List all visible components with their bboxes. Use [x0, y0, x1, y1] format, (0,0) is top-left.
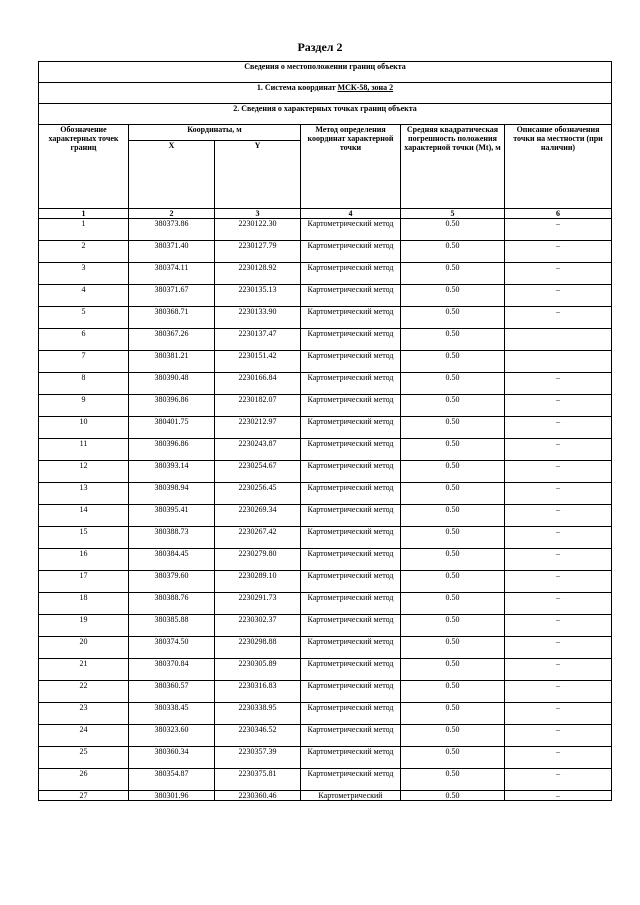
cell-method: Картометрический метод — [301, 417, 401, 439]
table-row — [39, 351, 612, 373]
column-number: 2 — [129, 209, 215, 219]
cell-error: 0.50 — [401, 725, 505, 747]
cell-error: 0.50 — [401, 285, 505, 307]
cell-x: 380371.67 — [129, 285, 215, 307]
cell-method: Картометрический метод — [301, 505, 401, 527]
cell-error: 0.50 — [401, 659, 505, 681]
cell-error: 0.50 — [401, 571, 505, 593]
cell-point-number: 10 — [39, 417, 129, 439]
cell-y: 2230254.67 — [215, 461, 301, 483]
cell-point-number: 20 — [39, 637, 129, 659]
cell-y: 2230122.30 — [215, 219, 301, 241]
column-number-row — [39, 209, 612, 219]
column-number: 4 — [301, 209, 401, 219]
cell-point-number: 2 — [39, 241, 129, 263]
section-title: Раздел 2 — [297, 40, 343, 54]
boundary-points-table — [38, 61, 612, 801]
table-row — [39, 725, 612, 747]
cell-method: Картометрический метод — [301, 615, 401, 637]
cell-x: 380393.14 — [129, 461, 215, 483]
cell-error: 0.50 — [401, 505, 505, 527]
cell-y: 2230267.42 — [215, 527, 301, 549]
cell-error: 0.50 — [401, 769, 505, 791]
table-row — [39, 329, 612, 351]
cell-error: 0.50 — [401, 747, 505, 769]
table-row — [39, 219, 612, 241]
cell-x: 380388.76 — [129, 593, 215, 615]
cell-point-number: 25 — [39, 747, 129, 769]
cell-x: 380396.86 — [129, 439, 215, 461]
cell-x: 380354.87 — [129, 769, 215, 791]
cell-x: 380396.86 — [129, 395, 215, 417]
cell-x: 380398.94 — [129, 483, 215, 505]
coordinate-system-row — [39, 83, 612, 104]
cell-error: 0.50 — [401, 307, 505, 329]
cell-y: 2230357.39 — [215, 747, 301, 769]
cell-method: Картометрический метод — [301, 769, 401, 791]
cell-x: 380379.60 — [129, 571, 215, 593]
table-row — [39, 791, 612, 801]
cell-point-number: 1 — [39, 219, 129, 241]
cell-y: 2230338.95 — [215, 703, 301, 725]
table-row — [39, 263, 612, 285]
cell-description: – — [505, 483, 612, 505]
cell-y: 2230182.07 — [215, 395, 301, 417]
column-number: 3 — [215, 209, 301, 219]
table-row — [39, 373, 612, 395]
cell-point-number: 7 — [39, 351, 129, 373]
cell-point-number: 16 — [39, 549, 129, 571]
cell-method: Картометрический метод — [301, 747, 401, 769]
cell-description: – — [505, 527, 612, 549]
header-coordinates: Координаты, м — [129, 125, 301, 141]
cell-description: – — [505, 681, 612, 703]
cell-error: 0.50 — [401, 791, 505, 801]
cell-x: 380381.21 — [129, 351, 215, 373]
table-row — [39, 571, 612, 593]
cell-method: Картометрический метод — [301, 329, 401, 351]
cell-y: 2230137.47 — [215, 329, 301, 351]
table-row — [39, 505, 612, 527]
table-row — [39, 549, 612, 571]
table-row — [39, 285, 612, 307]
cell-x: 380301.96 — [129, 791, 215, 801]
cell-error: 0.50 — [401, 527, 505, 549]
cell-point-number: 15 — [39, 527, 129, 549]
cell-error: 0.50 — [401, 461, 505, 483]
cell-method: Картометрический метод — [301, 461, 401, 483]
cell-y: 2230289.10 — [215, 571, 301, 593]
cell-method: Картометрический метод — [301, 681, 401, 703]
cell-y: 2230128.92 — [215, 263, 301, 285]
cell-description: – — [505, 395, 612, 417]
cell-description — [505, 329, 612, 351]
cell-method: Картометрический метод — [301, 527, 401, 549]
cell-description: – — [505, 593, 612, 615]
cell-point-number: 9 — [39, 395, 129, 417]
cell-description: – — [505, 703, 612, 725]
cell-description: – — [505, 725, 612, 747]
coordinate-system — [39, 83, 612, 104]
coordinate-system-name: МСК-58, зона 2 — [337, 83, 394, 92]
cell-description: – — [505, 505, 612, 527]
cell-point-number: 14 — [39, 505, 129, 527]
cell-x: 380374.11 — [129, 263, 215, 285]
cell-description — [505, 351, 612, 373]
cell-y: 2230151.42 — [215, 351, 301, 373]
cell-method: Картометрический метод — [301, 593, 401, 615]
cell-y: 2230305.89 — [215, 659, 301, 681]
table-row — [39, 593, 612, 615]
cell-x: 380395.41 — [129, 505, 215, 527]
table-row — [39, 417, 612, 439]
cell-x: 380373.86 — [129, 219, 215, 241]
cell-description: – — [505, 263, 612, 285]
table-row — [39, 395, 612, 417]
cell-x: 380371.40 — [129, 241, 215, 263]
table-row — [39, 241, 612, 263]
cell-description: – — [505, 307, 612, 329]
cell-x: 380401.75 — [129, 417, 215, 439]
cell-point-number: 26 — [39, 769, 129, 791]
table-row — [39, 681, 612, 703]
cell-description: – — [505, 615, 612, 637]
cell-x: 380360.57 — [129, 681, 215, 703]
cell-point-number: 13 — [39, 483, 129, 505]
table-row — [39, 747, 612, 769]
cell-error: 0.50 — [401, 219, 505, 241]
table-row — [39, 659, 612, 681]
section2-title-row — [39, 104, 612, 125]
cell-point-number: 27 — [39, 791, 129, 801]
cell-y: 2230316.83 — [215, 681, 301, 703]
cell-description: – — [505, 571, 612, 593]
cell-y: 2230291.73 — [215, 593, 301, 615]
cell-description: – — [505, 219, 612, 241]
table-row — [39, 703, 612, 725]
cell-description: – — [505, 461, 612, 483]
cell-description: – — [505, 241, 612, 263]
cell-error: 0.50 — [401, 439, 505, 461]
cell-error: 0.50 — [401, 263, 505, 285]
cell-point-number: 23 — [39, 703, 129, 725]
header-row-1 — [39, 125, 612, 141]
cell-description: – — [505, 637, 612, 659]
table-row — [39, 637, 612, 659]
cell-point-number: 4 — [39, 285, 129, 307]
cell-point-number: 18 — [39, 593, 129, 615]
cell-x: 380385.88 — [129, 615, 215, 637]
cell-method: Картометрический метод — [301, 285, 401, 307]
cell-error: 0.50 — [401, 549, 505, 571]
cell-x: 380390.48 — [129, 373, 215, 395]
header-method: Метод определения координат характерной точки — [301, 125, 401, 209]
header-description: Описание обозначения точки на местности (при наличии) — [505, 125, 612, 209]
cell-error: 0.50 — [401, 417, 505, 439]
cell-method: Картометрический метод — [301, 725, 401, 747]
cell-x: 380374.50 — [129, 637, 215, 659]
cell-method: Картометрический метод — [301, 307, 401, 329]
header-y: Y — [215, 141, 301, 209]
table-row — [39, 527, 612, 549]
cell-error: 0.50 — [401, 593, 505, 615]
cell-description: – — [505, 285, 612, 307]
section2-title: 2. Сведения о характерных точках границ объекта — [39, 104, 612, 125]
cell-method: Картометрический метод — [301, 571, 401, 593]
cell-description: – — [505, 439, 612, 461]
column-number: 1 — [39, 209, 129, 219]
column-number: 5 — [401, 209, 505, 219]
column-number: 6 — [505, 209, 612, 219]
cell-point-number: 6 — [39, 329, 129, 351]
header-designation: Обозначение характерных точек границ — [39, 125, 129, 209]
cell-description: – — [505, 747, 612, 769]
cell-point-number: 3 — [39, 263, 129, 285]
cell-method: Картометрический метод — [301, 219, 401, 241]
cell-point-number: 19 — [39, 615, 129, 637]
coordinate-system-label: 1. Система координат — [256, 83, 338, 92]
cell-y: 2230279.80 — [215, 549, 301, 571]
cell-x: 380370.84 — [129, 659, 215, 681]
cell-x: 380323.60 — [129, 725, 215, 747]
cell-error: 0.50 — [401, 703, 505, 725]
cell-error: 0.50 — [401, 681, 505, 703]
table-row — [39, 439, 612, 461]
cell-description: – — [505, 659, 612, 681]
cell-method: Картометрический метод — [301, 351, 401, 373]
cell-error: 0.50 — [401, 351, 505, 373]
cell-x: 380360.34 — [129, 747, 215, 769]
cell-y: 2230243.87 — [215, 439, 301, 461]
cell-x: 380338.45 — [129, 703, 215, 725]
cell-error: 0.50 — [401, 395, 505, 417]
cell-error: 0.50 — [401, 483, 505, 505]
cell-error: 0.50 — [401, 637, 505, 659]
cell-method: Картометрический метод — [301, 373, 401, 395]
cell-method: Картометрический метод — [301, 241, 401, 263]
cell-point-number: 22 — [39, 681, 129, 703]
cell-error: 0.50 — [401, 615, 505, 637]
cell-y: 2230302.37 — [215, 615, 301, 637]
cell-x: 380368.71 — [129, 307, 215, 329]
cell-point-number: 21 — [39, 659, 129, 681]
cell-method: Картометрический — [301, 791, 401, 801]
cell-y: 2230298.88 — [215, 637, 301, 659]
cell-point-number: 5 — [39, 307, 129, 329]
table-row — [39, 307, 612, 329]
cell-method: Картометрический метод — [301, 483, 401, 505]
cell-y: 2230212.97 — [215, 417, 301, 439]
header-error: Средняя квадратическая погрешность положения характерной точки (Mt), м — [401, 125, 505, 209]
table-row — [39, 461, 612, 483]
cell-y: 2230135.13 — [215, 285, 301, 307]
table-row — [39, 769, 612, 791]
cell-point-number: 24 — [39, 725, 129, 747]
cell-description: – — [505, 549, 612, 571]
table-title-row — [39, 62, 612, 83]
cell-error: 0.50 — [401, 241, 505, 263]
cell-description: – — [505, 791, 612, 801]
table-row — [39, 615, 612, 637]
cell-y: 2230346.52 — [215, 725, 301, 747]
cell-x: 380388.73 — [129, 527, 215, 549]
cell-y: 2230375.81 — [215, 769, 301, 791]
cell-description: – — [505, 769, 612, 791]
cell-description: – — [505, 373, 612, 395]
cell-method: Картометрический метод — [301, 703, 401, 725]
cell-method: Картометрический метод — [301, 263, 401, 285]
cell-x: 380367.26 — [129, 329, 215, 351]
cell-method: Картометрический метод — [301, 637, 401, 659]
cell-y: 2230166.84 — [215, 373, 301, 395]
cell-method: Картометрический метод — [301, 549, 401, 571]
cell-y: 2230133.90 — [215, 307, 301, 329]
cell-x: 380384.45 — [129, 549, 215, 571]
cell-method: Картометрический метод — [301, 659, 401, 681]
cell-y: 2230256.45 — [215, 483, 301, 505]
cell-method: Картометрический метод — [301, 439, 401, 461]
cell-method: Картометрический метод — [301, 395, 401, 417]
cell-description: – — [505, 417, 612, 439]
cell-y: 2230269.34 — [215, 505, 301, 527]
cell-error: 0.50 — [401, 373, 505, 395]
table-title: Сведения о местоположении границ объекта — [39, 62, 612, 83]
cell-y: 2230127.79 — [215, 241, 301, 263]
cell-point-number: 12 — [39, 461, 129, 483]
cell-error: 0.50 — [401, 329, 505, 351]
table-row — [39, 483, 612, 505]
cell-y: 2230360.46 — [215, 791, 301, 801]
cell-point-number: 8 — [39, 373, 129, 395]
cell-point-number: 17 — [39, 571, 129, 593]
cell-point-number: 11 — [39, 439, 129, 461]
header-x: X — [129, 141, 215, 209]
